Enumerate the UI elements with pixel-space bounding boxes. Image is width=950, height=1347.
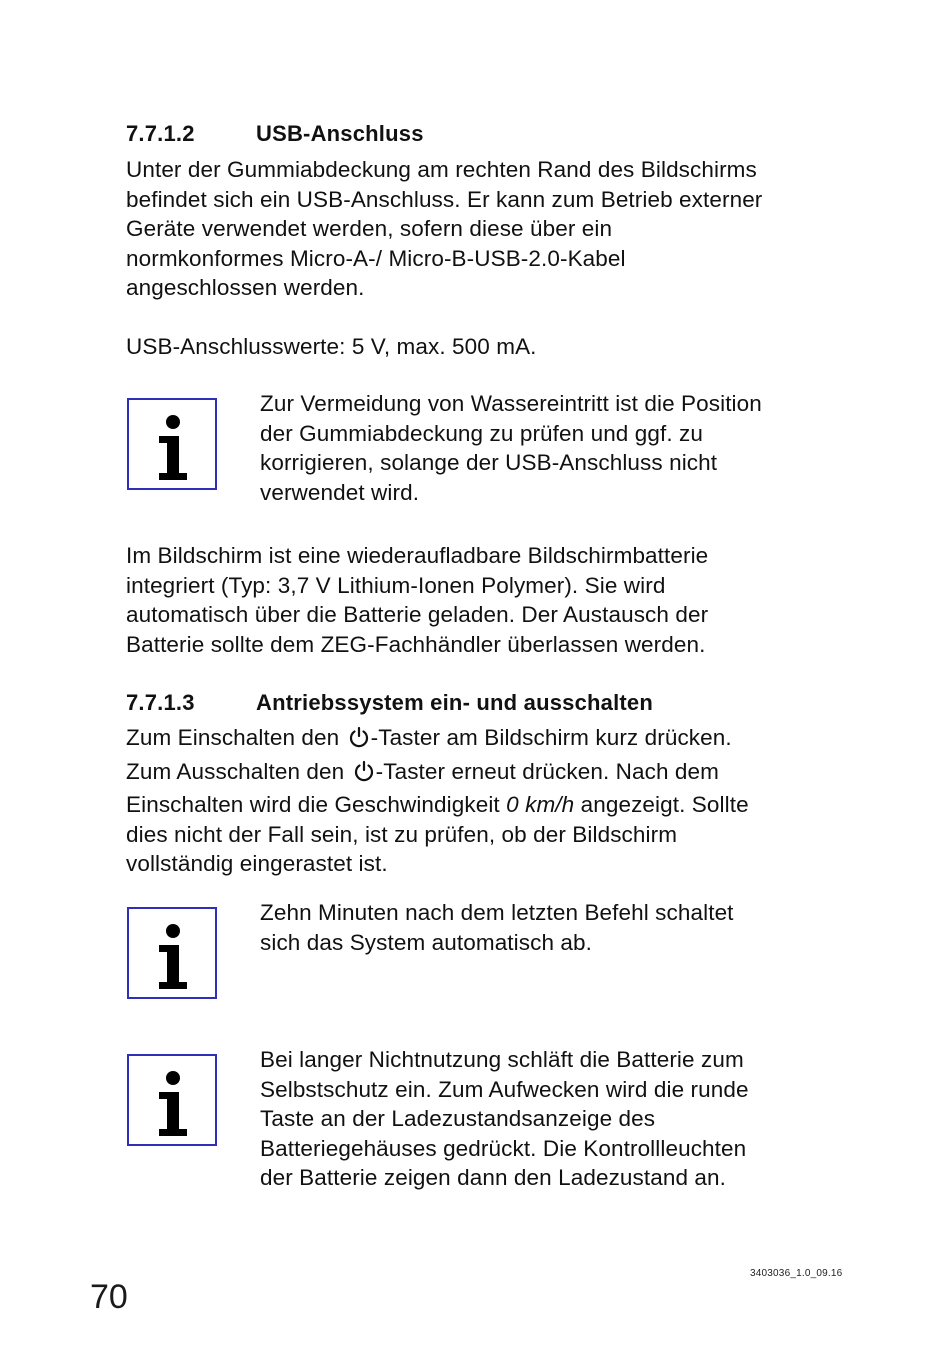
paragraph-line: Geräte verwendet werden, sofern diese über ein	[126, 216, 613, 242]
paragraph-line: dies nicht der Fall sein, ist zu prüfen, ob der Bildschirm	[126, 821, 678, 847]
paragraph-line: angeschlossen werden.	[126, 275, 365, 301]
document-id: 3403036_1.0_09.16	[750, 1268, 843, 1279]
note-line: Taste an der Ladezustandsanzeige des	[260, 1106, 656, 1132]
note-battery-sleep	[260, 1045, 860, 1193]
paragraph-line	[126, 723, 866, 757]
power-icon	[353, 759, 375, 791]
note-line: Batteriegehäuses gedrückt. Die Kontrollleuchten	[260, 1135, 747, 1161]
info-icon	[127, 398, 217, 490]
paragraph-line: Unter der Gummiabdeckung am rechten Rand des Bildschirms	[126, 157, 757, 182]
usb-paragraph	[126, 155, 866, 303]
note-line: verwendet wird.	[260, 479, 420, 505]
paragraph-line: USB-Anschlusswerte: 5 V, max. 500 mA.	[126, 334, 537, 359]
paragraph-line: integriert (Typ: 3,7 V Lithium-Ionen Polymer). Sie wird	[126, 572, 666, 598]
drive-system-paragraph	[126, 723, 866, 879]
text-fragment: Zum Einschalten den	[126, 725, 346, 750]
note-line: Zur Vermeidung von Wassereintritt ist die Position	[260, 391, 762, 416]
paragraph-line: automatisch über die Batterie geladen. Der Austausch der	[126, 602, 709, 628]
paragraph-line: Im Bildschirm ist eine wiederaufladbare Bildschirmbatterie	[126, 543, 709, 568]
note-line: Selbstschutz ein. Zum Aufwecken wird die runde	[260, 1076, 749, 1102]
paragraph-line	[126, 757, 866, 791]
text-fragment: -Taster am Bildschirm kurz drücken.	[370, 725, 732, 750]
text-fragment: angezeigt. Sollte	[574, 792, 749, 818]
battery-paragraph	[126, 541, 866, 659]
info-icon	[127, 907, 217, 999]
section-number: 7.7.1.2	[126, 121, 195, 146]
note-auto-shutdown	[260, 898, 860, 957]
text-fragment: -Taster erneut drücken. Nach dem	[375, 758, 719, 784]
note-water-ingress	[260, 389, 860, 507]
section-number: 7.7.1.3	[126, 690, 195, 715]
paragraph-line	[126, 790, 866, 820]
section-heading-usb	[126, 121, 424, 147]
section-title: Antriebssystem ein- und ausschalten	[256, 690, 653, 715]
paragraph-line: befindet sich ein USB-Anschluss. Er kann zum Betrieb externer	[126, 186, 763, 212]
text-fragment: Zum Ausschalten den	[126, 758, 351, 784]
page-number: 70	[90, 1278, 128, 1316]
usb-values-line	[126, 332, 866, 362]
paragraph-line: normkonformes Micro-A-/ Micro-B-USB-2.0-Kabel	[126, 245, 626, 271]
power-icon	[348, 725, 370, 757]
section-heading-drive-system	[126, 690, 653, 716]
paragraph-line: Batterie sollte dem ZEG-Fachhändler überlassen werden.	[126, 631, 706, 657]
speed-value: 0 km/h	[506, 792, 575, 818]
section-title: USB-Anschluss	[256, 121, 424, 146]
info-icon	[127, 1054, 217, 1146]
note-line: der Batterie zeigen dann den Ladezustand an.	[260, 1165, 727, 1191]
note-line: Zehn Minuten nach dem letzten Befehl schaltet	[260, 900, 734, 925]
text-fragment: Einschalten wird die Geschwindigkeit	[126, 792, 507, 818]
paragraph-line: vollständig eingerastet ist.	[126, 851, 388, 877]
note-line: sich das System automatisch ab.	[260, 929, 592, 955]
note-line: der Gummiabdeckung zu prüfen und ggf. zu	[260, 420, 704, 446]
note-line: korrigieren, solange der USB-Anschluss nicht	[260, 450, 718, 476]
note-line: Bei langer Nichtnutzung schläft die Batterie zum	[260, 1047, 744, 1072]
